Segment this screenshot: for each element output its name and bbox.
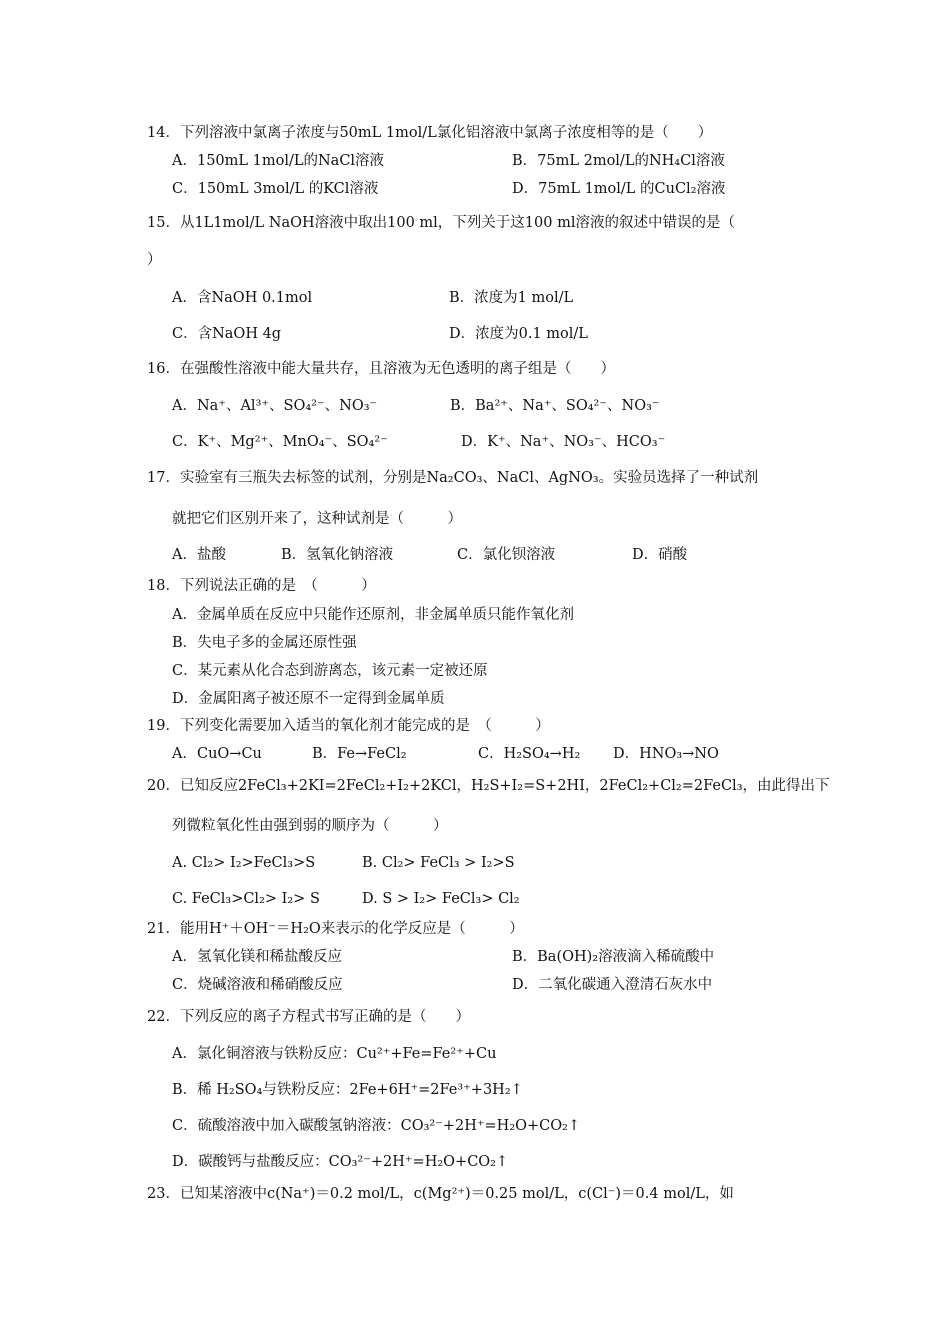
- question-19-option-c: C．H₂SO₄→H₂: [478, 746, 581, 762]
- question-20-stem-cont: 列微粒氧化性由强到弱的顺序为（ ）: [172, 818, 448, 834]
- question-18-option-c: C．某元素从化合态到游离态，该元素一定被还原: [172, 663, 488, 679]
- question-15-option-b: B．浓度为1 mol/L: [449, 290, 574, 306]
- question-21-option-d: D．二氧化碳通入澄清石灰水中: [512, 977, 713, 993]
- question-23-stem: 23．已知某溶液中c(Na⁺)＝0.2 mol/L，c(Mg²⁺)＝0.25 mol/L，c(Cl⁻)＝0.4 mol/L，如: [147, 1186, 734, 1202]
- question-17-option-b: B．氢氧化钠溶液: [281, 547, 394, 563]
- question-19-option-d: D．HNO₃→NO: [613, 746, 719, 762]
- question-17-option-d: D．硝酸: [632, 547, 688, 563]
- question-15-option-d: D．浓度为0.1 mol/L: [449, 326, 588, 342]
- question-21-option-c: C．烧碱溶液和稀硝酸反应: [172, 977, 343, 993]
- question-17-option-c: C．氯化钡溶液: [457, 547, 556, 563]
- question-17-option-a: A．盐酸: [172, 547, 226, 563]
- question-22-option-c: C．硫酸溶液中加入碳酸氢钠溶液：CO₃²⁻+2H⁺=H₂O+CO₂↑: [172, 1118, 581, 1134]
- question-22-stem: 22．下列反应的离子方程式书写正确的是（ ）: [147, 1009, 470, 1025]
- question-15-stem: 15．从1L1mol/L NaOH溶液中取出100 ml，下列关于这100 ml溶液的叙述中错误的是（: [147, 215, 735, 231]
- question-16-stem: 16．在强酸性溶液中能大量共存，且溶液为无色透明的离子组是（ ）: [147, 361, 615, 377]
- question-21-option-a: A．氢氧化镁和稀盐酸反应: [172, 949, 342, 965]
- question-14-stem: 14．下列溶液中氯离子浓度与50mL 1mol/L氯化铝溶液中氯离子浓度相等的是（ ）: [147, 125, 713, 141]
- question-22-option-a: A．氯化铜溶液与铁粉反应：Cu²⁺+Fe=Fe²⁺+Cu: [172, 1046, 497, 1062]
- question-16-option-b: B．Ba²⁺、Na⁺、SO₄²⁻、NO₃⁻: [450, 398, 660, 414]
- question-22-option-d: D．碳酸钙与盐酸反应：CO₃²⁻+2H⁺=H₂O+CO₂↑: [172, 1154, 509, 1170]
- question-16-option-a: A．Na⁺、Al³⁺、SO₄²⁻、NO₃⁻: [172, 398, 378, 414]
- question-20-option-d: D. S > I₂> FeCl₃> Cl₂: [362, 891, 520, 907]
- question-19-option-a: A．CuO→Cu: [172, 746, 262, 762]
- question-20-option-b: B. Cl₂> FeCl₃ > I₂>S: [362, 855, 515, 871]
- question-18-option-b: B．失电子多的金属还原性强: [172, 635, 357, 651]
- question-22-option-b: B．稀 H₂SO₄与铁粉反应：2Fe+6H⁺=2Fe³⁺+3H₂↑: [172, 1082, 523, 1098]
- question-14-option-d: D．75mL 1mol/L 的CuCl₂溶液: [512, 181, 726, 197]
- question-17-stem-cont: 就把它们区别开来了，这种试剂是（ ）: [172, 511, 462, 527]
- question-19-stem: 19．下列变化需要加入适当的氧化剂才能完成的是 （ ）: [147, 718, 550, 734]
- question-20-option-a: A. Cl₂> I₂>FeCl₃>S: [172, 855, 316, 871]
- question-14-option-a: A．150mL 1mol/L的NaCl溶液: [172, 153, 385, 169]
- question-16-option-c: C．K⁺、Mg²⁺、MnO₄⁻、SO₄²⁻: [172, 434, 388, 450]
- question-15-option-c: C．含NaOH 4g: [172, 326, 282, 342]
- question-18-option-a: A．金属单质在反应中只能作还原剂，非金属单质只能作氧化剂: [172, 607, 574, 623]
- question-17-stem: 17．实验室有三瓶失去标签的试剂，分别是Na₂CO₃、NaCl、AgNO₃。实验员选择了一种试剂: [147, 470, 759, 486]
- question-15-option-a: A．含NaOH 0.1mol: [172, 290, 313, 306]
- question-15-stem-cont: ）: [147, 252, 162, 268]
- question-14-option-b: B．75mL 2mol/L的NH₄Cl溶液: [512, 153, 725, 169]
- question-20-option-c: C. FeCl₃>Cl₂> I₂> S: [172, 891, 320, 907]
- question-21-option-b: B．Ba(OH)₂溶液滴入稀硫酸中: [512, 949, 715, 965]
- question-19-option-b: B．Fe→FeCl₂: [312, 746, 407, 762]
- question-20-stem: 20．已知反应2FeCl₃+2KI=2FeCl₂+I₂+2KCl，H₂S+I₂=S+2HI，2FeCl₂+Cl₂=2FeCl₃，由此得出下: [147, 778, 830, 794]
- question-21-stem: 21．能用H⁺＋OH⁻＝H₂O来表示的化学反应是（ ）: [147, 921, 524, 937]
- question-18-stem: 18．下列说法正确的是 （ ）: [147, 578, 376, 594]
- question-16-option-d: D．K⁺、Na⁺、NO₃⁻、HCO₃⁻: [461, 434, 666, 450]
- question-14-option-c: C．150mL 3mol/L 的KCl溶液: [172, 181, 379, 197]
- question-18-option-d: D．金属阳离子被还原不一定得到金属单质: [172, 691, 445, 707]
